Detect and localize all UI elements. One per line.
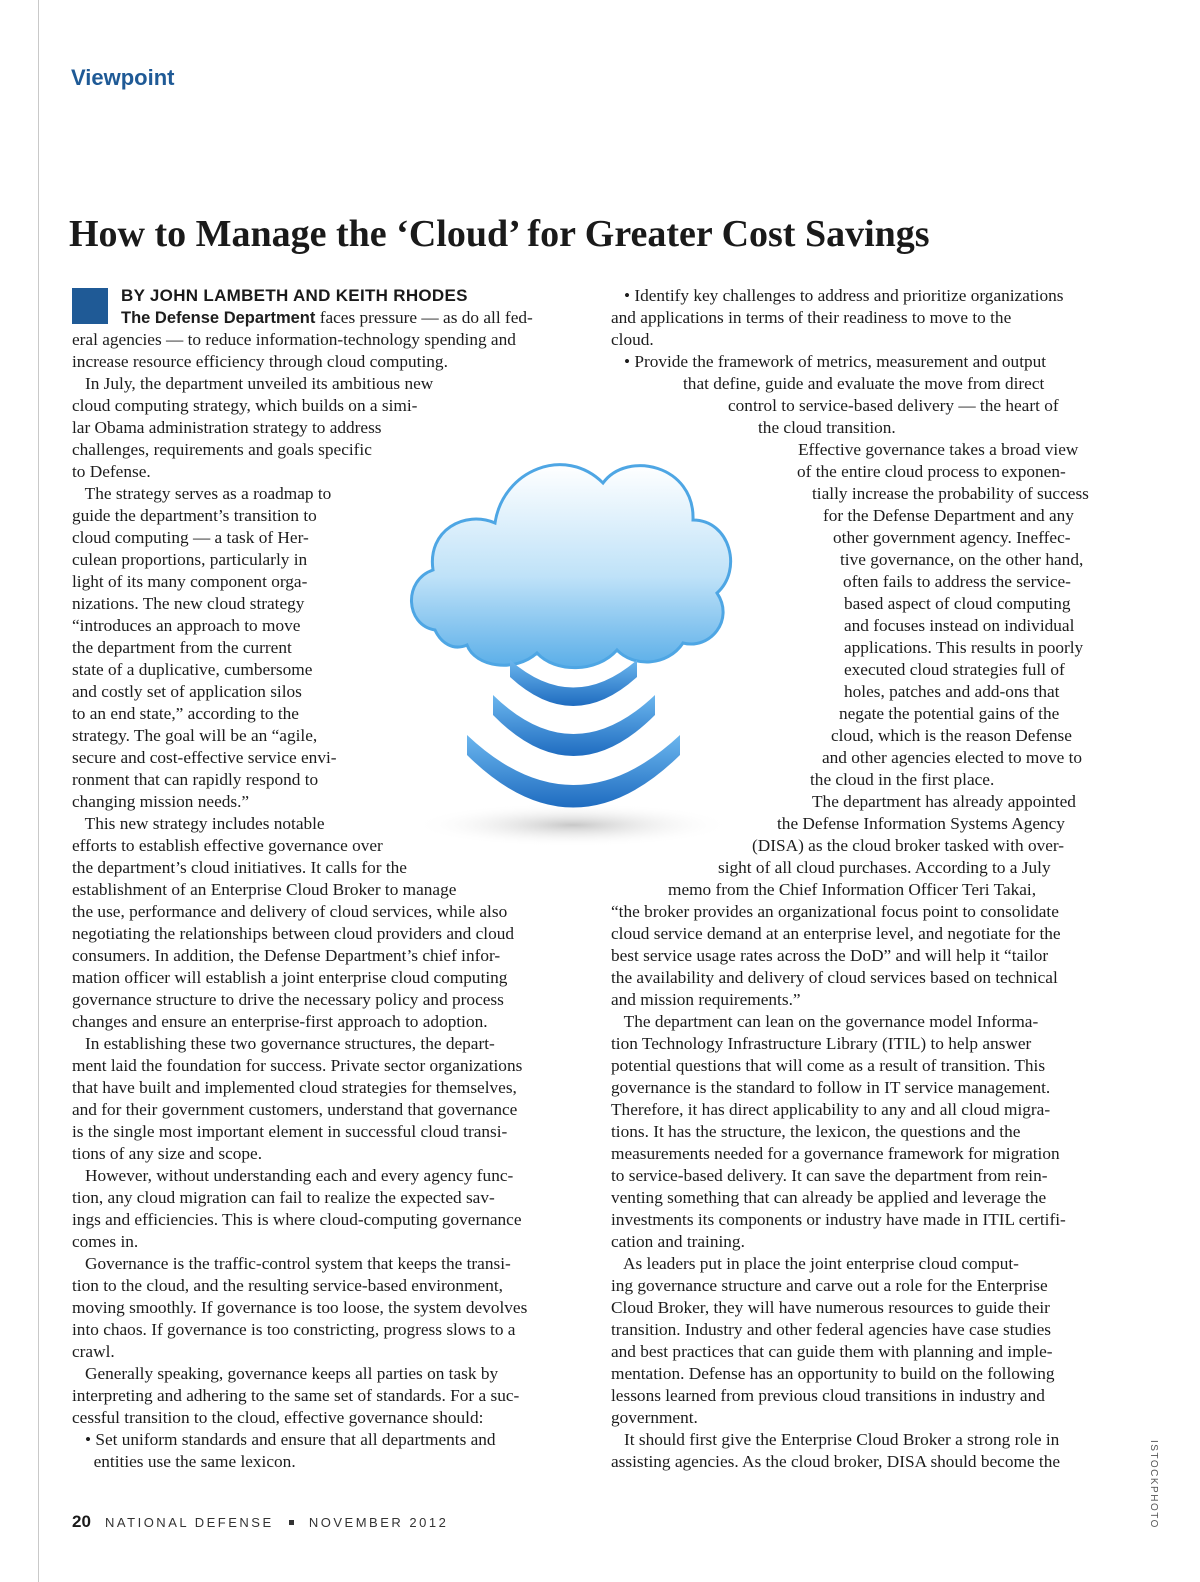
page-margin-rule <box>38 0 39 1582</box>
right-line: and best practices that can guide them with planning and imple- <box>611 1342 1053 1361</box>
right-line: investments its components or industry have made in ITIL certifi- <box>611 1210 1066 1229</box>
byline-row <box>72 285 577 307</box>
left-line: The strategy serves as a roadmap to <box>72 484 332 503</box>
right-line: Therefore, it has direct applicability to any and all cloud migra- <box>611 1100 1051 1119</box>
left-line: into chaos. If governance is too constricting, progress slows to a <box>72 1320 516 1339</box>
right-line: venting something that can already be applied and leverage the <box>611 1188 1047 1207</box>
left-line: cessful transition to the cloud, effective governance should: <box>72 1408 484 1427</box>
lead-in: The Defense Department <box>121 309 316 327</box>
left-line: strategy. The goal will be an “agile, <box>72 726 318 745</box>
photo-credit: ISTOCKPHOTO <box>1148 1440 1159 1529</box>
left-line: interpreting and adhering to the same set of standards. For a suc- <box>72 1386 520 1405</box>
right-line: the availability and delivery of cloud services based on technical <box>611 968 1058 987</box>
right-line: assisting agencies. As the cloud broker, DISA should become the <box>611 1452 1061 1471</box>
right-line: negate the potential gains of the <box>839 704 1060 723</box>
drop-square-icon <box>72 288 108 324</box>
left-line: increase resource efficiency through cloud computing. <box>72 352 448 371</box>
left-line: mation officer will establish a joint enterprise cloud computing <box>72 968 508 987</box>
right-line: Cloud Broker, they will have numerous resources to guide their <box>611 1298 1050 1317</box>
right-line: It should first give the Enterprise Cloud Broker a strong role in <box>611 1430 1060 1449</box>
right-line: tions. It has the structure, the lexicon, the questions and the <box>611 1122 1021 1141</box>
right-line: cloud. <box>611 330 654 349</box>
left-line: • Set uniform standards and ensure that all departments and <box>72 1430 496 1449</box>
left-line: faces pressure — as do all fed- <box>315 308 533 327</box>
right-line: mentation. Defense has an opportunity to build on the following <box>611 1364 1055 1383</box>
right-line: tion Technology Infrastructure Library (ITIL) to help answer <box>611 1034 1032 1053</box>
left-line: changing mission needs.” <box>72 792 250 811</box>
right-line: • Provide the framework of metrics, measurement and output <box>611 352 1047 371</box>
left-line: lar Obama administration strategy to address <box>72 418 382 437</box>
left-line: secure and cost-effective service envi- <box>72 748 337 767</box>
left-line: light of its many component orga- <box>72 572 308 591</box>
left-line: tion to the cloud, and the resulting service-based environment, <box>72 1276 503 1295</box>
right-line: sight of all cloud purchases. According to a July <box>718 858 1051 877</box>
left-line: to an end state,” according to the <box>72 704 299 723</box>
left-line: and costly set of application silos <box>72 682 302 701</box>
right-line: “the broker provides an organizational focus point to consolidate <box>611 902 1059 921</box>
page-footer <box>72 1512 448 1532</box>
right-line: applications. This results in poorly <box>844 638 1084 657</box>
left-line: to Defense. <box>72 462 151 481</box>
right-line: The department can lean on the governance model Informa- <box>611 1012 1039 1031</box>
right-line: transition. Industry and other federal agencies have case studies <box>611 1320 1052 1339</box>
left-line: efforts to establish effective governance over <box>72 836 383 855</box>
right-line: and mission requirements.” <box>611 990 801 1009</box>
right-line: government. <box>611 1408 698 1427</box>
left-line: guide the department’s transition to <box>72 506 317 525</box>
right-line: The department has already appointed <box>812 792 1076 811</box>
left-line: In establishing these two governance structures, the depart- <box>72 1034 495 1053</box>
left-line: However, without understanding each and every agency func- <box>72 1166 514 1185</box>
right-line: and other agencies elected to move to <box>822 748 1083 767</box>
right-line: lessons learned from previous cloud transitions in industry and <box>611 1386 1045 1405</box>
left-line: that have built and implemented cloud strategies for themselves, <box>72 1078 517 1097</box>
right-line: tially increase the probability of success <box>812 484 1089 503</box>
left-line: eral agencies — to reduce information-technology spending and <box>72 330 516 349</box>
right-line: based aspect of cloud computing <box>844 594 1071 613</box>
left-line: In July, the department unveiled its ambitious new <box>72 374 434 393</box>
right-line: and applications in terms of their readiness to move to the <box>611 308 1012 327</box>
left-line: governance structure to drive the necessary policy and process <box>72 990 504 1009</box>
right-line: measurements needed for a governance framework for migration <box>611 1144 1060 1163</box>
right-line: that define, guide and evaluate the move from direct <box>683 374 1045 393</box>
right-line: cation and training. <box>611 1232 745 1251</box>
right-line: holes, patches and add-ons that <box>844 682 1060 701</box>
left-line: is the single most important element in successful cloud transi- <box>72 1122 508 1141</box>
right-line: and focuses instead on individual <box>844 616 1075 635</box>
right-line: cloud service demand at an enterprise level, and negotiate for the <box>611 924 1061 943</box>
left-line: the department from the current <box>72 638 292 657</box>
right-line: for the Defense Department and any <box>823 506 1074 525</box>
left-line: comes in. <box>72 1232 139 1251</box>
page-number: 20 <box>72 1512 91 1531</box>
right-line: of the entire cloud process to exponen- <box>797 462 1066 481</box>
right-line: As leaders put in place the joint enterprise cloud comput- <box>611 1254 1019 1273</box>
headline: How to Manage the ‘Cloud’ for Greater Cost Savings <box>69 213 930 255</box>
right-line: other government agency. Ineffec- <box>833 528 1071 547</box>
left-line: cloud computing — a task of Her- <box>72 528 309 547</box>
left-line: state of a duplicative, cumbersome <box>72 660 313 679</box>
right-line: the cloud transition. <box>758 418 896 437</box>
left-line: and for their government customers, understand that governance <box>72 1100 518 1119</box>
left-line: culean proportions, particularly in <box>72 550 308 569</box>
left-line: establishment of an Enterprise Cloud Broker to manage <box>72 880 457 899</box>
right-line: executed cloud strategies full of <box>844 660 1065 679</box>
left-line: Generally speaking, governance keeps all parties on task by <box>72 1364 499 1383</box>
left-line: crawl. <box>72 1342 115 1361</box>
right-line: to service-based delivery. It can save the department from rein- <box>611 1166 1048 1185</box>
left-line: the use, performance and delivery of cloud services, while also <box>72 902 508 921</box>
right-line: potential questions that will come as a result of transition. This <box>611 1056 1046 1075</box>
left-line: changes and ensure an enterprise-first approach to adoption. <box>72 1012 488 1031</box>
right-line: • Identify key challenges to address and prioritize organizations <box>611 286 1064 305</box>
left-line: Governance is the traffic-control system that keeps the transi- <box>72 1254 511 1273</box>
section-label: Viewpoint <box>71 65 175 90</box>
right-line: best service usage rates across the DoD” and will help it “tailor <box>611 946 1049 965</box>
right-line: tive governance, on the other hand, <box>840 550 1084 569</box>
left-line: tion, any cloud migration can fail to realize the expected sav- <box>72 1188 495 1207</box>
right-line: governance is the standard to follow in IT service management. <box>611 1078 1051 1097</box>
byline: BY JOHN LAMBETH AND KEITH RHODES <box>121 286 468 305</box>
cloud-shape <box>411 465 730 668</box>
right-line: Effective governance takes a broad view <box>798 440 1079 459</box>
left-line: challenges, requirements and goals specific <box>72 440 372 459</box>
left-line: entities use the same lexicon. <box>72 1452 296 1471</box>
left-line: ings and efficiencies. This is where cloud-computing governance <box>72 1210 522 1229</box>
left-line: This new strategy includes notable <box>72 814 325 833</box>
left-line: cloud computing strategy, which builds on a simi- <box>72 396 418 415</box>
right-line: control to service-based delivery — the heart of <box>728 396 1059 415</box>
left-line: negotiating the relationships between cloud providers and cloud <box>72 924 514 943</box>
left-line: ment laid the foundation for success. Private sector organizations <box>72 1056 523 1075</box>
cloud-shadow <box>413 803 733 847</box>
left-line: consumers. In addition, the Defense Department’s chief infor- <box>72 946 501 965</box>
lead-line <box>72 307 577 329</box>
publication-name: NATIONAL DEFENSE <box>105 1515 274 1530</box>
right-line: the cloud in the first place. <box>810 770 995 789</box>
left-line: “introduces an approach to move <box>72 616 301 635</box>
left-line: moving smoothly. If governance is too loose, the system devolves <box>72 1298 528 1317</box>
issue-date: NOVEMBER 2012 <box>308 1515 449 1530</box>
right-line: cloud, which is the reason Defense <box>831 726 1072 745</box>
right-line: the Defense Information Systems Agency <box>777 814 1065 833</box>
left-line: nizations. The new cloud strategy <box>72 594 305 613</box>
cloud-signal-icon <box>405 405 740 865</box>
right-line: often fails to address the service- <box>843 572 1071 591</box>
right-line: ing governance structure and carve out a role for the Enterprise <box>611 1276 1048 1295</box>
right-line: memo from the Chief Information Officer Teri Takai, <box>668 880 1037 899</box>
left-line: ronment that can rapidly respond to <box>72 770 319 789</box>
right-line: (DISA) as the cloud broker tasked with over- <box>752 836 1065 855</box>
footer-bullet-icon <box>289 1520 294 1525</box>
left-line: tions of any size and scope. <box>72 1144 263 1163</box>
left-line: the department’s cloud initiatives. It calls for the <box>72 858 407 877</box>
